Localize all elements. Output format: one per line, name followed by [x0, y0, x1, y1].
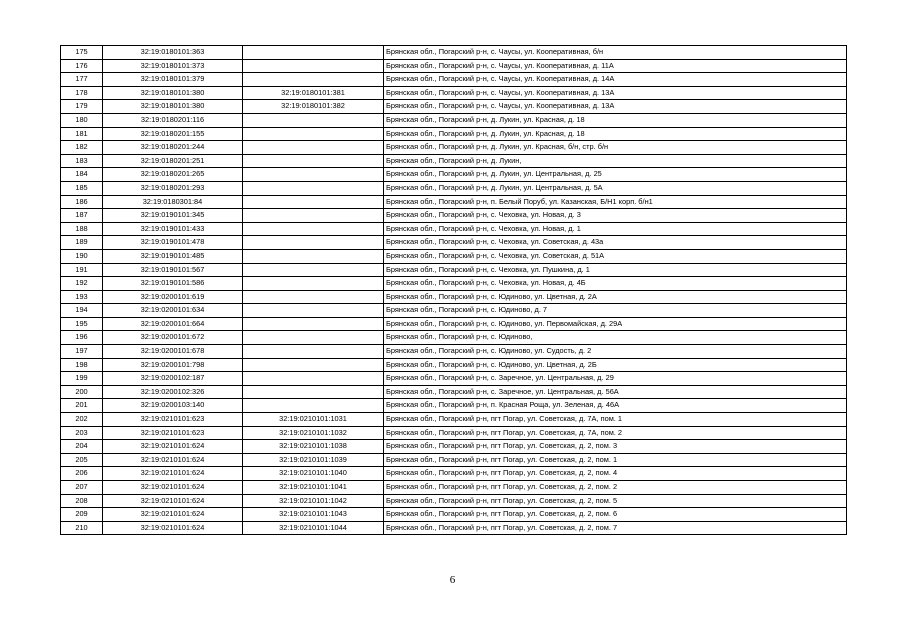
cadastral-number-cell: 32:19:0200101:619: [103, 290, 243, 304]
table-row: [61, 467, 847, 481]
row-number-cell: 181: [61, 127, 103, 141]
cadastral-number-cell: 32:19:0180301:84: [103, 195, 243, 209]
cadastral-number-cell: 32:19:0180101:380: [103, 86, 243, 100]
row-number-cell: 197: [61, 345, 103, 359]
premises-cadastral-number-cell: [243, 59, 384, 73]
row-number-cell: 184: [61, 168, 103, 182]
cadastral-number-cell: 32:19:0210101:624: [103, 494, 243, 508]
cadastral-number-cell: 32:19:0200102:326: [103, 385, 243, 399]
cadastral-number-cell: 32:19:0180201:293: [103, 181, 243, 195]
table-row: [61, 331, 847, 345]
address-cell: Брянская обл., Погарский р-н, д. Лукин,: [384, 154, 847, 168]
premises-cadastral-number-cell: [243, 222, 384, 236]
address-cell: Брянская обл., Погарский р-н, с. Юдиново,: [384, 331, 847, 345]
address-cell: Брянская обл., Погарский р-н, д. Лукин, ул. Красная, д. 18: [384, 127, 847, 141]
row-number-cell: 201: [61, 399, 103, 413]
cadastral-number-cell: 32:19:0200101:664: [103, 317, 243, 331]
premises-cadastral-number-cell: [243, 372, 384, 386]
premises-cadastral-number-cell: [243, 317, 384, 331]
address-cell: Брянская обл., Погарский р-н, пгт Погар, ул. Советская, д. 2, пом. 1: [384, 453, 847, 467]
premises-cadastral-number-cell: [243, 263, 384, 277]
row-number-cell: 202: [61, 413, 103, 427]
table-row: [61, 127, 847, 141]
cadastral-number-cell: 32:19:0200103:140: [103, 399, 243, 413]
cadastral-number-cell: 32:19:0180101:363: [103, 46, 243, 60]
premises-cadastral-number-cell: [243, 127, 384, 141]
table-row: [61, 222, 847, 236]
table-row: [61, 453, 847, 467]
address-cell: Брянская обл., Погарский р-н, д. Лукин, ул. Центральная, д. 5А: [384, 181, 847, 195]
table-row: [61, 440, 847, 454]
cadastral-number-cell: 32:19:0190101:478: [103, 236, 243, 250]
cadastral-number-cell: 32:19:0210101:623: [103, 426, 243, 440]
table-row: [61, 249, 847, 263]
table-row: [61, 399, 847, 413]
table-row: [61, 426, 847, 440]
cadastral-number-cell: 32:19:0190101:586: [103, 277, 243, 291]
table-row: [61, 277, 847, 291]
table-row: [61, 317, 847, 331]
premises-cadastral-number-cell: [243, 385, 384, 399]
cadastral-number-cell: 32:19:0210101:624: [103, 481, 243, 495]
address-cell: Брянская обл., Погарский р-н, с. Чеховка, ул. Советская, д. 51А: [384, 249, 847, 263]
table-row: [61, 304, 847, 318]
row-number-cell: 193: [61, 290, 103, 304]
table-row: [61, 521, 847, 535]
row-number-cell: 188: [61, 222, 103, 236]
table-row: [61, 168, 847, 182]
cadastral-number-cell: 32:19:0180201:116: [103, 113, 243, 127]
address-cell: Брянская обл., Погарский р-н, д. Лукин, ул. Центральная, д. 25: [384, 168, 847, 182]
address-cell: Брянская обл., Погарский р-н, пгт Погар, ул. Советская, д. 2, пом. 2: [384, 481, 847, 495]
premises-cadastral-number-cell: [243, 209, 384, 223]
premises-cadastral-number-cell: [243, 73, 384, 87]
table-row: [61, 263, 847, 277]
premises-cadastral-number-cell: 32:19:0210101:1040: [243, 467, 384, 481]
address-cell: Брянская обл., Погарский р-н, пгт Погар, ул. Советская, д. 2, пом. 5: [384, 494, 847, 508]
address-cell: Брянская обл., Погарский р-н, с. Чаусы, ул. Кооперативная, д. 13А: [384, 100, 847, 114]
address-cell: Брянская обл., Погарский р-н, пгт Погар, ул. Советская, д. 2, пом. 7: [384, 521, 847, 535]
row-number-cell: 208: [61, 494, 103, 508]
row-number-cell: 186: [61, 195, 103, 209]
premises-cadastral-number-cell: [243, 46, 384, 60]
table-row: [61, 86, 847, 100]
cadastral-number-cell: 32:19:0200101:678: [103, 345, 243, 359]
premises-cadastral-number-cell: [243, 154, 384, 168]
premises-cadastral-number-cell: 32:19:0210101:1032: [243, 426, 384, 440]
address-cell: Брянская обл., Погарский р-н, д. Лукин, ул. Красная, д. 18: [384, 113, 847, 127]
row-number-cell: 207: [61, 481, 103, 495]
table-row: [61, 236, 847, 250]
address-cell: Брянская обл., Погарский р-н, пгт Погар, ул. Советская, д. 7А, пом. 2: [384, 426, 847, 440]
address-cell: Брянская обл., Погарский р-н, с. Юдиново, ул. Судость, д. 2: [384, 345, 847, 359]
premises-cadastral-number-cell: [243, 277, 384, 291]
address-cell: Брянская обл., Погарский р-н, п. Красная Роща, ул. Зеленая, д. 46А: [384, 399, 847, 413]
row-number-cell: 178: [61, 86, 103, 100]
table-row: [61, 181, 847, 195]
cadastral-number-cell: 32:19:0180101:380: [103, 100, 243, 114]
cadastral-number-cell: 32:19:0200101:634: [103, 304, 243, 318]
address-cell: Брянская обл., Погарский р-н, п. Белый Поруб, ул. Казанская, Б/Н1 корп. б/н1: [384, 195, 847, 209]
registry-table-body: [61, 46, 847, 535]
premises-cadastral-number-cell: [243, 358, 384, 372]
table-row: [61, 385, 847, 399]
premises-cadastral-number-cell: [243, 290, 384, 304]
premises-cadastral-number-cell: [243, 113, 384, 127]
premises-cadastral-number-cell: [243, 304, 384, 318]
address-cell: Брянская обл., Погарский р-н, с. Чеховка, ул. Пушкина, д. 1: [384, 263, 847, 277]
address-cell: Брянская обл., Погарский р-н, с. Чаусы, ул. Кооперативная, б/н: [384, 46, 847, 60]
premises-cadastral-number-cell: 32:19:0180101:381: [243, 86, 384, 100]
premises-cadastral-number-cell: [243, 141, 384, 155]
row-number-cell: 179: [61, 100, 103, 114]
cadastral-number-cell: 32:19:0210101:624: [103, 521, 243, 535]
table-row: [61, 154, 847, 168]
premises-cadastral-number-cell: 32:19:0210101:1043: [243, 508, 384, 522]
address-cell: Брянская обл., Погарский р-н, д. Лукин, ул. Красная, б/н, стр. б/н: [384, 141, 847, 155]
row-number-cell: 183: [61, 154, 103, 168]
row-number-cell: 209: [61, 508, 103, 522]
cadastral-number-cell: 32:19:0190101:485: [103, 249, 243, 263]
premises-cadastral-number-cell: 32:19:0210101:1039: [243, 453, 384, 467]
row-number-cell: 210: [61, 521, 103, 535]
cadastral-number-cell: 32:19:0190101:345: [103, 209, 243, 223]
row-number-cell: 196: [61, 331, 103, 345]
address-cell: Брянская обл., Погарский р-н, пгт Погар, ул. Советская, д. 2, пом. 6: [384, 508, 847, 522]
premises-cadastral-number-cell: 32:19:0180101:382: [243, 100, 384, 114]
cadastral-number-cell: 32:19:0180201:251: [103, 154, 243, 168]
table-row: [61, 100, 847, 114]
address-cell: Брянская обл., Погарский р-н, с. Чеховка, ул. Новая, д. 3: [384, 209, 847, 223]
premises-cadastral-number-cell: [243, 195, 384, 209]
table-row: [61, 290, 847, 304]
premises-cadastral-number-cell: 32:19:0210101:1042: [243, 494, 384, 508]
table-row: [61, 73, 847, 87]
table-row: [61, 59, 847, 73]
premises-cadastral-number-cell: [243, 249, 384, 263]
cadastral-number-cell: 32:19:0190101:567: [103, 263, 243, 277]
address-cell: Брянская обл., Погарский р-н, с. Заречное, ул. Центральная, д. 29: [384, 372, 847, 386]
table-row: [61, 372, 847, 386]
table-row: [61, 195, 847, 209]
address-cell: Брянская обл., Погарский р-н, с. Чаусы, ул. Кооперативная, д. 11А: [384, 59, 847, 73]
table-row: [61, 413, 847, 427]
premises-cadastral-number-cell: [243, 168, 384, 182]
address-cell: Брянская обл., Погарский р-н, с. Чаусы, ул. Кооперативная, д. 13А: [384, 86, 847, 100]
row-number-cell: 176: [61, 59, 103, 73]
address-cell: Брянская обл., Погарский р-н, с. Юдиново, ул. Цветная, д. 2А: [384, 290, 847, 304]
cadastral-number-cell: 32:19:0200101:672: [103, 331, 243, 345]
cadastral-number-cell: 32:19:0180101:373: [103, 59, 243, 73]
premises-cadastral-number-cell: 32:19:0210101:1041: [243, 481, 384, 495]
table-row: [61, 494, 847, 508]
row-number-cell: 189: [61, 236, 103, 250]
cadastral-number-cell: 32:19:0180101:379: [103, 73, 243, 87]
row-number-cell: 175: [61, 46, 103, 60]
address-cell: Брянская обл., Погарский р-н, с. Заречное, ул. Центральная, д. 56А: [384, 385, 847, 399]
premises-cadastral-number-cell: [243, 181, 384, 195]
cadastral-number-cell: 32:19:0180201:265: [103, 168, 243, 182]
premises-cadastral-number-cell: [243, 399, 384, 413]
row-number-cell: 198: [61, 358, 103, 372]
row-number-cell: 190: [61, 249, 103, 263]
address-cell: Брянская обл., Погарский р-н, с. Чеховка, ул. Советская, д. 43а: [384, 236, 847, 250]
table-row: [61, 113, 847, 127]
row-number-cell: 206: [61, 467, 103, 481]
row-number-cell: 182: [61, 141, 103, 155]
row-number-cell: 199: [61, 372, 103, 386]
row-number-cell: 194: [61, 304, 103, 318]
cadastral-number-cell: 32:19:0210101:624: [103, 453, 243, 467]
row-number-cell: 187: [61, 209, 103, 223]
table-row: [61, 345, 847, 359]
cadastral-number-cell: 32:19:0190101:433: [103, 222, 243, 236]
row-number-cell: 191: [61, 263, 103, 277]
cadastral-number-cell: 32:19:0210101:623: [103, 413, 243, 427]
table-row: [61, 209, 847, 223]
table-row: [61, 358, 847, 372]
address-cell: Брянская обл., Погарский р-н, пгт Погар, ул. Советская, д. 2, пом. 3: [384, 440, 847, 454]
address-cell: Брянская обл., Погарский р-н, с. Чаусы, ул. Кооперативная, д. 14А: [384, 73, 847, 87]
row-number-cell: 185: [61, 181, 103, 195]
cadastral-number-cell: 32:19:0180201:155: [103, 127, 243, 141]
address-cell: Брянская обл., Погарский р-н, пгт Погар, ул. Советская, д. 2, пом. 4: [384, 467, 847, 481]
premises-cadastral-number-cell: [243, 345, 384, 359]
cadastral-number-cell: 32:19:0200101:798: [103, 358, 243, 372]
cadastral-number-cell: 32:19:0210101:624: [103, 467, 243, 481]
row-number-cell: 204: [61, 440, 103, 454]
address-cell: Брянская обл., Погарский р-н, с. Чеховка, ул. Новая, д. 1: [384, 222, 847, 236]
address-cell: Брянская обл., Погарский р-н, с. Юдиново, ул. Первомайская, д. 29А: [384, 317, 847, 331]
cadastral-number-cell: 32:19:0210101:624: [103, 508, 243, 522]
address-cell: Брянская обл., Погарский р-н, пгт Погар, ул. Советская, д. 7А, пом. 1: [384, 413, 847, 427]
address-cell: Брянская обл., Погарский р-н, с. Юдиново, д. 7: [384, 304, 847, 318]
table-row: [61, 141, 847, 155]
cadastral-number-cell: 32:19:0180201:244: [103, 141, 243, 155]
row-number-cell: 195: [61, 317, 103, 331]
row-number-cell: 192: [61, 277, 103, 291]
premises-cadastral-number-cell: [243, 236, 384, 250]
premises-cadastral-number-cell: 32:19:0210101:1044: [243, 521, 384, 535]
table-row: [61, 46, 847, 60]
premises-cadastral-number-cell: 32:19:0210101:1031: [243, 413, 384, 427]
property-registry-table: [60, 45, 847, 535]
table-row: [61, 508, 847, 522]
address-cell: Брянская обл., Погарский р-н, с. Юдиново, ул. Цветная, д. 2Б: [384, 358, 847, 372]
address-cell: Брянская обл., Погарский р-н, с. Чеховка, ул. Новая, д. 4Б: [384, 277, 847, 291]
row-number-cell: 205: [61, 453, 103, 467]
premises-cadastral-number-cell: [243, 331, 384, 345]
cadastral-number-cell: 32:19:0210101:624: [103, 440, 243, 454]
row-number-cell: 177: [61, 73, 103, 87]
row-number-cell: 200: [61, 385, 103, 399]
row-number-cell: 180: [61, 113, 103, 127]
row-number-cell: 203: [61, 426, 103, 440]
cadastral-number-cell: 32:19:0200102:187: [103, 372, 243, 386]
table-row: [61, 481, 847, 495]
page-number: 6: [449, 574, 456, 586]
premises-cadastral-number-cell: 32:19:0210101:1038: [243, 440, 384, 454]
